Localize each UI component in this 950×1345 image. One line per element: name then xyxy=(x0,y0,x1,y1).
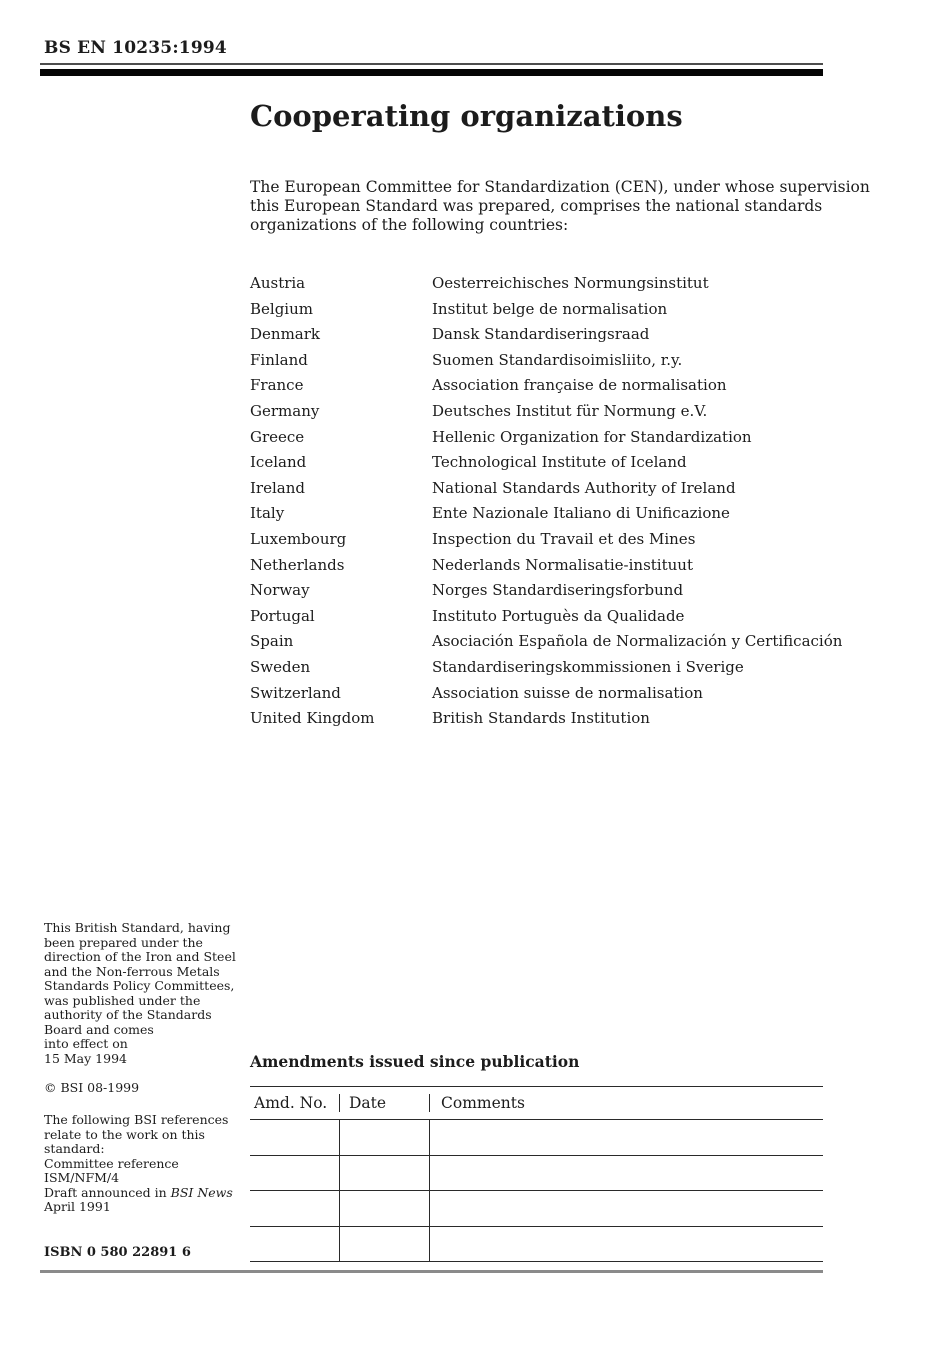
member-row xyxy=(250,274,842,300)
country-label: Italy xyxy=(250,504,285,523)
amendments-table-row xyxy=(250,1156,823,1192)
column-header-date: Date xyxy=(340,1094,430,1112)
amd-no-cell xyxy=(250,1191,340,1226)
draft-announcement-prefix: Draft announced in xyxy=(44,1184,171,1200)
member-row xyxy=(250,504,842,530)
amendments-table xyxy=(250,1086,823,1262)
intro-line: organizations of the following countries: xyxy=(250,215,569,234)
member-row xyxy=(250,376,842,402)
draft-announcement-date: April 1991 xyxy=(44,1199,111,1214)
member-row xyxy=(250,479,842,505)
country-label: Iceland xyxy=(250,453,307,472)
member-row xyxy=(250,402,842,428)
amendments-table-row xyxy=(250,1120,823,1156)
member-row xyxy=(250,351,842,377)
publication-note-line: This British Standard, having xyxy=(44,920,231,935)
publication-note-line: been prepared under the xyxy=(44,934,203,950)
country-label: Spain xyxy=(250,632,294,651)
member-row xyxy=(250,581,842,607)
references-note-line: ISM/NFM/4 xyxy=(44,1170,120,1185)
country-label: Ireland xyxy=(250,478,305,497)
publication-note xyxy=(44,921,249,1066)
organization-label: Association française de normalisation xyxy=(432,376,727,395)
organization-label: Oesterreichisches Normungsinstitut xyxy=(432,274,709,292)
intro-line: this European Standard was prepared, comprises the national standards xyxy=(250,196,823,215)
organization-label: Instituto Portuguès da Qualidade xyxy=(432,606,685,625)
member-row xyxy=(250,325,842,351)
member-row xyxy=(250,530,842,556)
country-label: Portugal xyxy=(250,606,315,625)
member-row xyxy=(250,709,842,735)
comments-cell xyxy=(430,1191,823,1226)
organization-label: Standardiseringskommissionen i Sverige xyxy=(432,657,744,676)
member-row xyxy=(250,658,842,684)
publication-note-line: Board and comes xyxy=(44,1021,154,1037)
isbn-label: ISBN 0 580 22891 6 xyxy=(44,1245,191,1260)
organization-label: Deutsches Institut für Normung e.V. xyxy=(432,401,708,420)
date-cell xyxy=(340,1191,430,1226)
member-row xyxy=(250,428,842,454)
country-label: Denmark xyxy=(250,325,320,344)
amd-no-cell xyxy=(250,1120,340,1155)
references-note-line: Committee reference xyxy=(44,1155,179,1171)
date-cell xyxy=(340,1156,430,1191)
references-note-line: relate to the work on this xyxy=(44,1126,205,1142)
country-label: Belgium xyxy=(250,299,313,318)
comments-cell xyxy=(430,1120,823,1155)
amd-no-cell xyxy=(250,1156,340,1191)
publication-note-line: authority of the Standards xyxy=(44,1007,212,1022)
draft-announcement-publication: BSI News xyxy=(170,1184,233,1200)
publication-note-line: and the Non-ferrous Metals xyxy=(44,963,220,979)
organization-label: Suomen Standardisoimisliito, r.y. xyxy=(432,350,683,369)
amendments-table-row xyxy=(250,1227,823,1263)
references-note-lines xyxy=(44,1113,249,1186)
references-note xyxy=(44,1113,249,1215)
page-title: Cooperating organizations xyxy=(250,99,683,133)
references-note-line: The following BSI references xyxy=(44,1112,229,1127)
amendments-heading: Amendments issued since publication xyxy=(250,1052,580,1071)
country-label: Germany xyxy=(250,401,320,420)
column-header-comments: Comments xyxy=(441,1094,525,1112)
country-label: United Kingdom xyxy=(250,709,375,728)
organization-label: British Standards Institution xyxy=(432,709,650,728)
date-cell xyxy=(340,1120,430,1155)
organization-label: Association suisse de normalisation xyxy=(432,683,703,702)
member-row xyxy=(250,632,842,658)
country-label: Luxembourg xyxy=(250,529,347,548)
references-note-line: standard: xyxy=(44,1141,105,1156)
header-thick-rule xyxy=(40,69,823,76)
member-row xyxy=(250,453,842,479)
country-label: Norway xyxy=(250,581,310,600)
organization-label: Asociación Española de Normalización y Certificación xyxy=(432,632,843,651)
amendments-table-header xyxy=(250,1087,823,1120)
country-label: Greece xyxy=(250,427,305,446)
organization-label: Institut belge de normalisation xyxy=(432,299,668,318)
members-list xyxy=(250,274,842,735)
country-label: Austria xyxy=(250,274,306,292)
column-header-amd-no: Amd. No. xyxy=(250,1094,340,1112)
country-label: France xyxy=(250,376,304,395)
date-cell xyxy=(340,1227,430,1262)
intro-line: The European Committee for Standardization (CEN), under whose supervision xyxy=(250,178,870,196)
organization-label: National Standards Authority of Ireland xyxy=(432,478,736,497)
organization-label: Hellenic Organization for Standardization xyxy=(432,427,752,446)
member-row xyxy=(250,607,842,633)
organization-label: Technological Institute of Iceland xyxy=(432,453,687,472)
country-label: Sweden xyxy=(250,657,311,676)
amd-no-cell xyxy=(250,1227,340,1262)
amendments-table-body xyxy=(250,1120,823,1262)
header-thin-rule xyxy=(40,63,823,65)
member-row xyxy=(250,556,842,582)
country-label: Finland xyxy=(250,350,308,369)
comments-cell xyxy=(430,1156,823,1191)
organization-label: Nederlands Normalisatie-instituut xyxy=(432,555,693,574)
publication-note-line: direction of the Iron and Steel xyxy=(44,949,236,964)
draft-announcement-line xyxy=(44,1186,249,1201)
country-label: Netherlands xyxy=(250,555,345,574)
publication-note-line: was published under the xyxy=(44,992,201,1008)
member-row xyxy=(250,684,842,710)
publication-note-line: 15 May 1994 xyxy=(44,1050,127,1066)
organization-label: Dansk Standardiseringsraad xyxy=(432,325,650,344)
comments-cell xyxy=(430,1227,823,1262)
member-row xyxy=(250,300,842,326)
amendments-table-row xyxy=(250,1191,823,1227)
organization-label: Norges Standardiseringsforbund xyxy=(432,581,684,600)
copyright-notice: © BSI 08-1999 xyxy=(44,1080,140,1095)
country-label: Switzerland xyxy=(250,683,341,702)
organization-label: Ente Nazionale Italiano di Unificazione xyxy=(432,504,730,523)
intro-paragraph xyxy=(250,178,870,234)
page-bottom-rule xyxy=(40,1270,823,1273)
publication-note-line: into effect on xyxy=(44,1036,128,1051)
standard-reference: BS EN 10235:1994 xyxy=(44,38,227,58)
publication-note-line: Standards Policy Committees, xyxy=(44,978,235,993)
organization-label: Inspection du Travail et des Mines xyxy=(432,529,696,548)
